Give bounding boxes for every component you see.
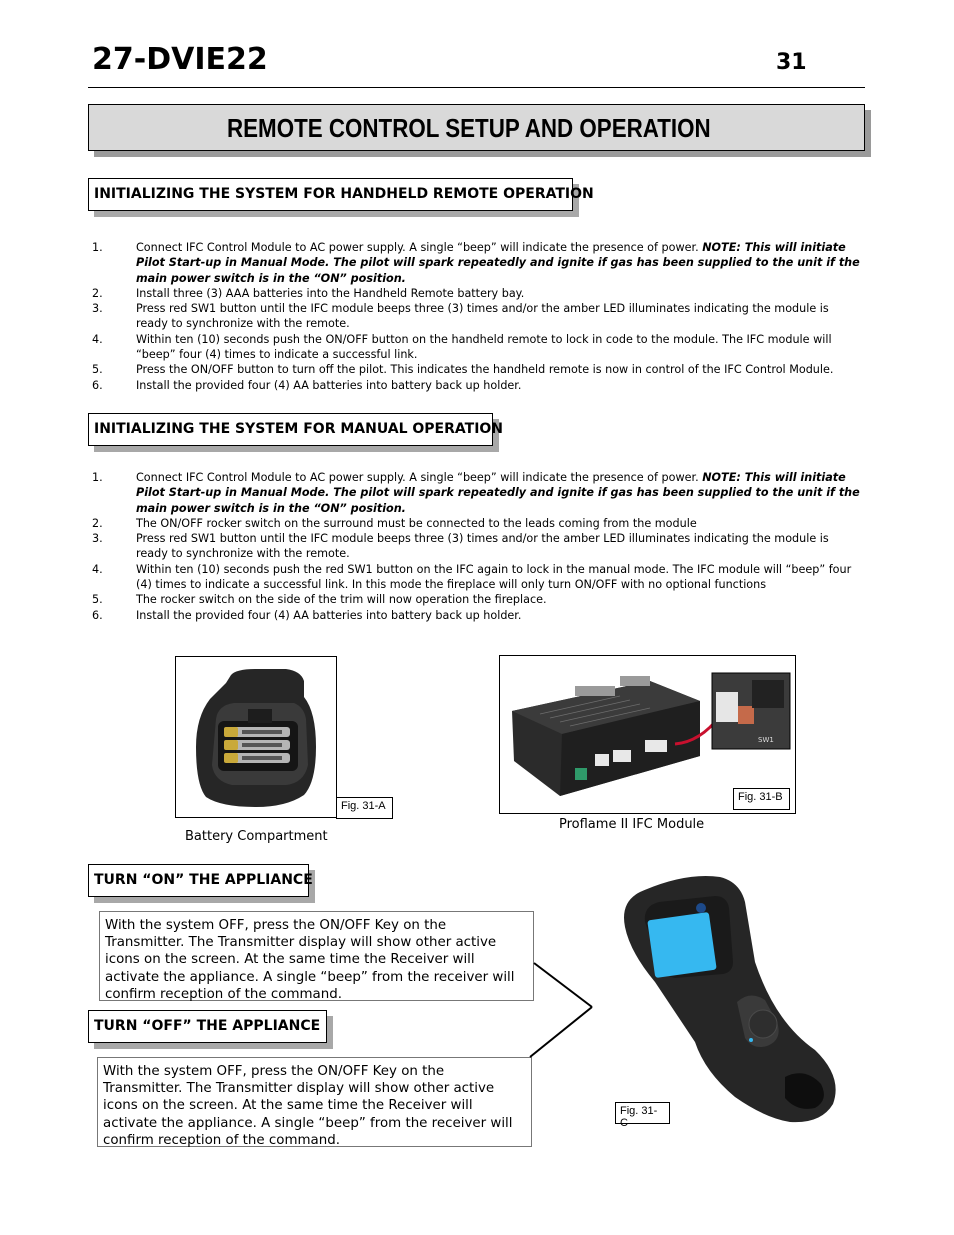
step-text: Press red SW1 button until the IFC module beeps three (3) times and/or the amber LED illuminates indicating the module is ready to synchronize with the remote. (136, 302, 829, 331)
figure-label-31a: Fig. 31-A (336, 797, 393, 819)
header-rule (88, 87, 865, 88)
step-item (92, 240, 860, 286)
step-item (92, 608, 860, 623)
step-number: 4. (92, 562, 103, 576)
step-item (92, 531, 860, 562)
step-number: 6. (92, 378, 103, 392)
section-heading-turn-off-text: TURN “OFF” THE APPLIANCE (94, 1018, 321, 1034)
main-banner-title: REMOTE CONTROL SETUP AND OPERATION (227, 113, 711, 143)
step-number: 5. (92, 363, 103, 377)
figure-label-31c: Fig. 31-C (615, 1102, 670, 1124)
remote-screen (647, 912, 716, 978)
step-text: Install three (3) AAA batteries into the Handheld Remote battery bay. (136, 286, 525, 300)
step-item (92, 286, 860, 301)
step-number: 4. (92, 332, 103, 346)
section-heading-handheld (88, 178, 594, 211)
handheld-steps-list (92, 240, 860, 393)
battery-compartment-image (176, 657, 336, 817)
step-item (92, 378, 860, 393)
step-text: Install the provided four (4) AA batteries into battery back up holder. (136, 378, 522, 392)
section-heading-turn-on (88, 864, 313, 897)
step-text: The ON/OFF rocker switch on the surround must be connected to the leads coming from the module (136, 516, 697, 530)
figure-caption-battery: Battery Compartment (185, 829, 328, 844)
step-note: NOTE: This will initiate Pilot Start-up in Manual Mode. The pilot will spark repeatedly and ignite if gas has been supplied to the unit if the main power switch is in the “ON” position. (136, 241, 860, 285)
manual-steps-list (92, 470, 860, 623)
turn-on-instructions: With the system OFF, press the ON/OFF Key on the Transmitter. The Transmitter display will show other active icons on the screen. At the same time the Receiver will activate the appliance. A single “beep” from the receiver will confirm reception of the command. (99, 911, 534, 1001)
section-heading-manual-text: INITIALIZING THE SYSTEM FOR MANUAL OPERATION (94, 421, 504, 437)
step-item (92, 592, 860, 607)
step-item (92, 362, 860, 377)
step-number: 6. (92, 608, 103, 622)
step-item (92, 562, 860, 593)
figure-battery-compartment (175, 656, 337, 818)
handheld-remote-image (615, 872, 845, 1127)
step-text: Connect IFC Control Module to AC power supply. A single “beep” will indicate the presence of power. (136, 241, 703, 254)
pointer-lines (520, 955, 600, 1065)
step-number: 2. (92, 516, 103, 530)
step-number: 2. (92, 286, 103, 300)
section-heading-turn-off (88, 1010, 327, 1043)
main-banner (88, 104, 865, 151)
section-heading-handheld-text: INITIALIZING THE SYSTEM FOR HANDHELD REMOTE OPERATION (94, 186, 594, 202)
step-text: Connect IFC Control Module to AC power supply. A single “beep” will indicate the presence of power. (136, 471, 703, 484)
step-text: Within ten (10) seconds push the ON/OFF button on the handheld remote to lock in code to the module. The IFC module will “beep” four (4) times to indicate a successful link. (136, 332, 832, 362)
turn-off-instructions: With the system OFF, press the ON/OFF Key on the Transmitter. The Transmitter display will show other active icons on the screen. At the same time the Receiver will activate the appliance. A single “beep” from the receiver will confirm reception of the command. (97, 1057, 532, 1147)
document-title: 27-DVIE22 (92, 42, 268, 77)
section-heading-manual (88, 413, 504, 446)
step-number: 3. (92, 302, 103, 316)
step-text: The rocker switch on the side of the trim will now operation the fireplace. (136, 593, 547, 607)
step-text: Within ten (10) seconds push the red SW1 button on the IFC again to lock in the manual mode. The IFC module will “beep” four (4) times to indicate a successful link. In this mode the fireplace will only turn ON/OFF with no optional functions (136, 562, 852, 592)
step-text: Press the ON/OFF button to turn off the pilot. This indicates the handheld remote is now in control of the IFC Control Module. (136, 363, 834, 377)
step-number: 1. (92, 471, 103, 484)
aaa-battery (224, 727, 290, 763)
step-item (92, 332, 860, 363)
page-number: 31 (776, 50, 807, 75)
step-number: 5. (92, 593, 103, 607)
step-text: Press red SW1 button until the IFC module beeps three (3) times and/or the amber LED illuminates indicating the module is ready to synchronize with the remote. (136, 532, 829, 561)
power-indicator-icon (696, 903, 706, 913)
step-note: NOTE: This will initiate Pilot Start-up in Manual Mode. The pilot will spark repeatedly and ignite if gas has been supplied to the unit if the main power switch is in the “ON” position. (136, 471, 860, 515)
figure-label-31b: Fig. 31-B (733, 788, 790, 810)
step-item (92, 516, 860, 531)
section-heading-turn-on-text: TURN “ON” THE APPLIANCE (94, 872, 313, 888)
step-number: 1. (92, 241, 103, 254)
step-number: 3. (92, 532, 103, 546)
step-item (92, 301, 860, 332)
svg-text:SW1: SW1 (758, 736, 774, 744)
figure-caption-ifc: Proflame II IFC Module (559, 817, 705, 832)
step-text: Install the provided four (4) AA batteries into battery back up holder. (136, 608, 522, 622)
step-item (92, 470, 860, 516)
